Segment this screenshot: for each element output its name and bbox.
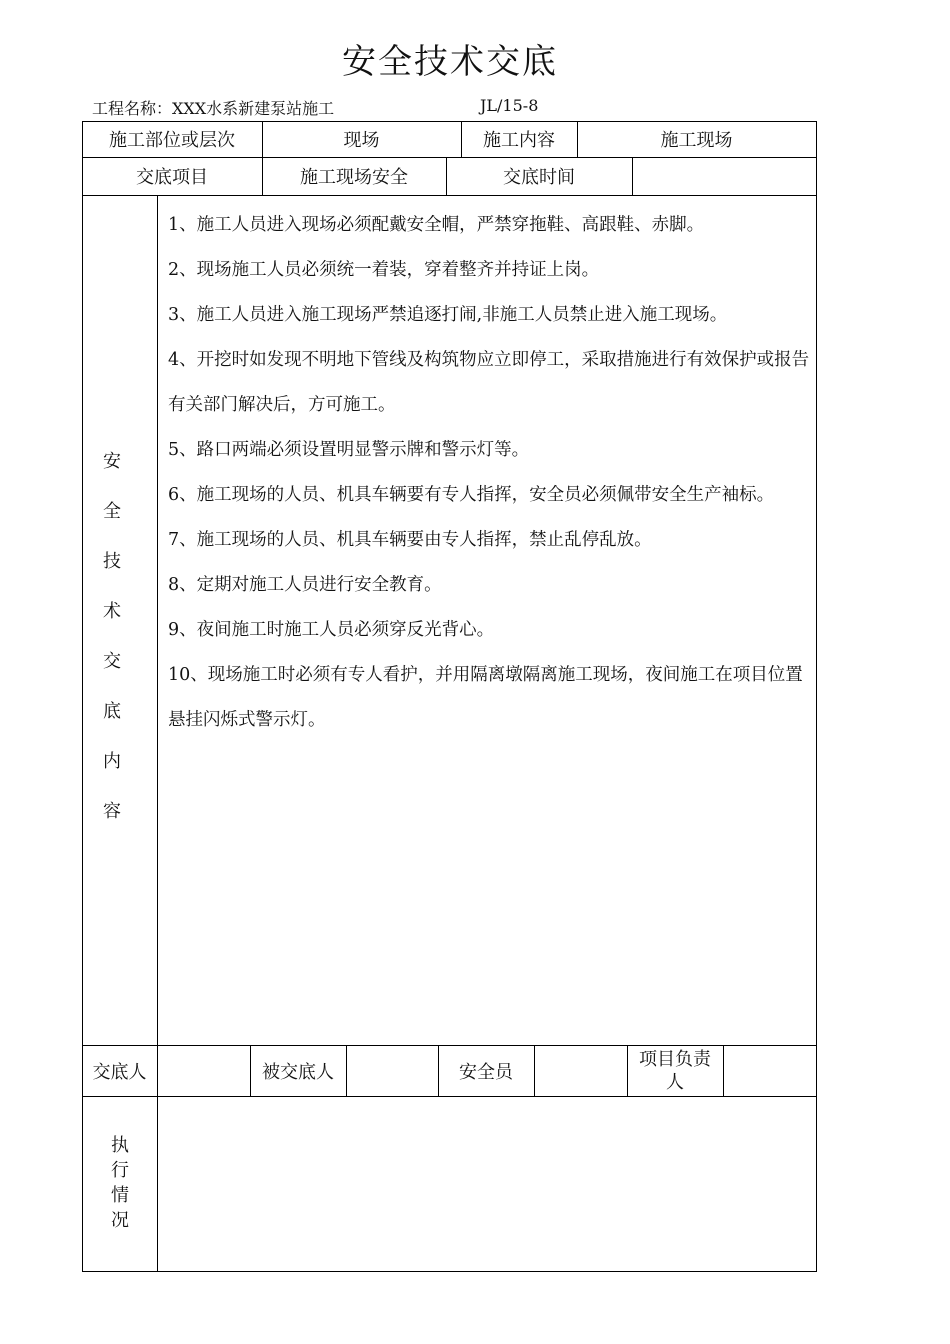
list-item: 5、路口两端必须设置明显警示牌和警示灯等。 xyxy=(168,440,530,460)
exec-label-char: 行 xyxy=(111,1160,129,1181)
content-label-char: 术 xyxy=(103,601,121,622)
label-safety-officer: 安全员 xyxy=(459,1061,513,1083)
label-construction-content: 施工内容 xyxy=(483,130,555,151)
list-item: 8、定期对施工人员进行安全教育。 xyxy=(168,575,442,595)
list-item: 3、施工人员进入施工现场严禁追逐打闹,非施工人员禁止进入施工现场。 xyxy=(168,305,728,325)
value-construction-position: 现场 xyxy=(343,130,380,151)
safety-content-list xyxy=(168,203,812,743)
label-construction-position: 施工部位或层次 xyxy=(109,130,235,151)
exec-label-char: 情 xyxy=(111,1185,129,1206)
list-item: 10、现场施工时必须有专人看护，并用隔离墩隔离施工现场，夜间施工在项目位置悬挂闪烁式警示灯。 xyxy=(168,665,803,730)
execution-status-field[interactable] xyxy=(158,1097,816,1271)
field-discloser[interactable] xyxy=(157,1045,250,1096)
list-item: 7、施工现场的人员、机具车辆要由专人指挥，禁止乱停乱放。 xyxy=(168,530,652,550)
list-item: 9、夜间施工时施工人员必须穿反光背心。 xyxy=(168,620,495,640)
execution-status-label xyxy=(104,1133,136,1233)
value-disclosure-time[interactable] xyxy=(632,157,816,195)
list-item: 1、施工人员进入现场必须配戴安全帽，严禁穿拖鞋、高跟鞋、赤脚。 xyxy=(168,215,705,235)
content-label-char: 容 xyxy=(103,801,121,822)
project-name: 工程名称：XXX水系新建泵站施工 xyxy=(92,99,335,118)
value-construction-content: 施工现场 xyxy=(660,130,733,151)
field-safety-officer[interactable] xyxy=(534,1045,627,1096)
field-receiver[interactable] xyxy=(346,1045,438,1096)
document-code: JL/15-8 xyxy=(480,96,539,115)
content-label-char: 内 xyxy=(103,751,121,772)
label-disclosure-item: 交底项目 xyxy=(136,167,208,188)
exec-label-char: 况 xyxy=(111,1210,129,1231)
label-receiver: 被交底人 xyxy=(262,1061,334,1083)
content-label-char: 全 xyxy=(103,501,121,522)
content-label-char: 底 xyxy=(103,701,121,722)
list-item: 6、施工现场的人员、机具车辆要有专人指挥，安全员必须佩带安全生产袖标。 xyxy=(168,485,775,505)
label-discloser: 交底人 xyxy=(92,1061,147,1083)
value-disclosure-item: 施工现场安全 xyxy=(300,167,408,188)
list-item: 2、现场施工人员必须统一着装，穿着整齐并持证上岗。 xyxy=(168,260,600,280)
content-label-char: 交 xyxy=(103,651,121,672)
content-label-char: 安 xyxy=(103,451,121,472)
label-project-manager: 项目负责人 xyxy=(639,1048,711,1093)
content-label-char: 技 xyxy=(103,551,121,572)
field-project-manager[interactable] xyxy=(723,1045,816,1096)
list-item: 4、开挖时如发现不明地下管线及构筑物应立即停工，采取措施进行有效保护或报告有关部门解决后，方可施工。 xyxy=(168,350,810,415)
document-title: 安全技术交底 xyxy=(342,42,558,82)
label-disclosure-time: 交底时间 xyxy=(503,167,575,188)
exec-label-char: 执 xyxy=(111,1135,129,1156)
